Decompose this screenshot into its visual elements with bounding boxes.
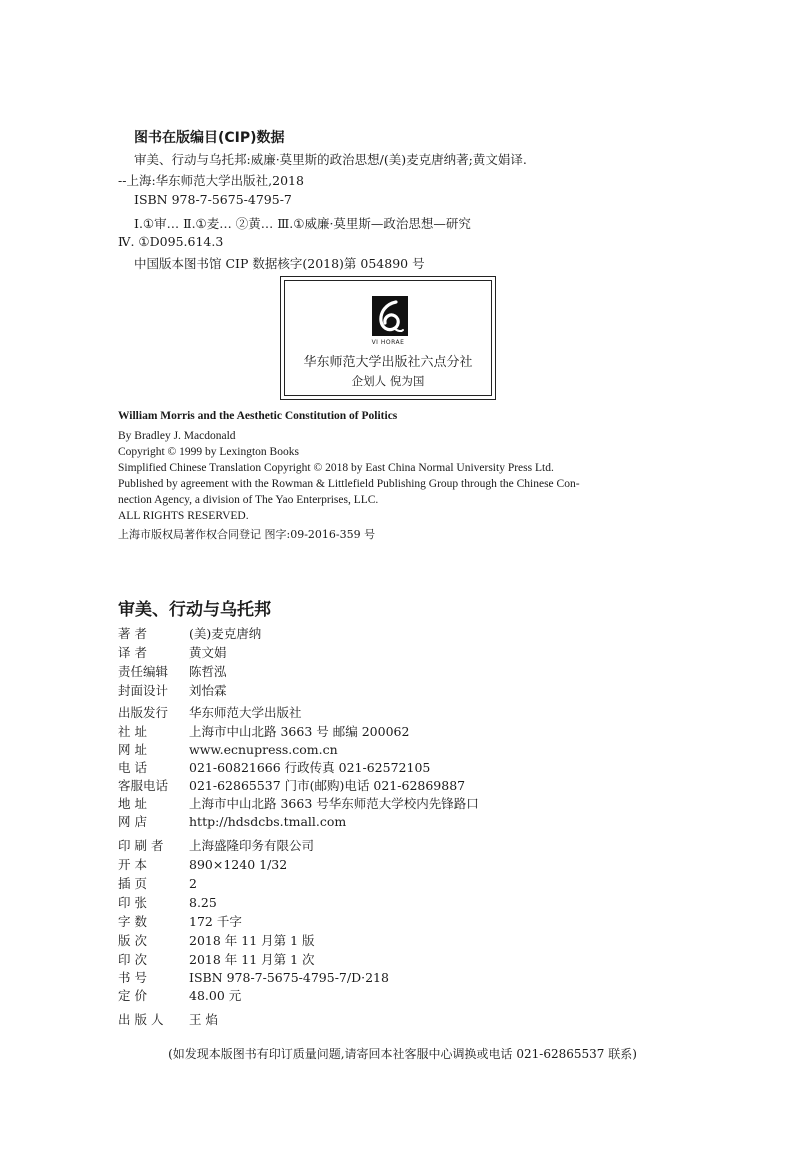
row-label: 版 次 bbox=[118, 933, 147, 948]
copyright-line: ALL RIGHTS RESERVED. bbox=[118, 510, 249, 522]
row-label: 著 者 bbox=[118, 626, 147, 641]
publisher-person-row bbox=[118, 1010, 218, 1028]
row-value: 王 焰 bbox=[189, 1012, 218, 1027]
logo-text: VI HORAE bbox=[371, 339, 405, 346]
row-value: 上海盛隆印务有限公司 bbox=[189, 838, 315, 853]
copyright-line: Copyright © 1999 by Lexington Books bbox=[118, 446, 299, 458]
row-value: 2018 年 11 月第 1 次 bbox=[189, 952, 315, 967]
publisher-row bbox=[118, 703, 302, 721]
cip-line: ISBN 978-7-5675-4795-7 bbox=[134, 192, 292, 207]
cip-line: --上海:华东师范大学出版社,2018 bbox=[118, 173, 304, 188]
row-label: 插 页 bbox=[118, 876, 147, 891]
row-value: 021-62865537 门市(邮购)电话 021-62869887 bbox=[189, 778, 466, 793]
row-label: 地 址 bbox=[118, 796, 147, 811]
row-label: 网 店 bbox=[118, 814, 147, 829]
quality-notice: (如发现本版图书有印订质量问题,请寄回本社客服中心调换或电话 021-62865537 联系) bbox=[168, 1047, 637, 1061]
cip-line: 审美、行动与乌托邦:威廉·莫里斯的政治思想/(美)麦克唐纳著;黄文娟译. bbox=[134, 152, 527, 167]
row-label: 定 价 bbox=[118, 988, 147, 1003]
imprint-logo-inner-frame bbox=[284, 280, 492, 396]
cip-line: 中国版本图书馆 CIP 数据核字(2018)第 054890 号 bbox=[134, 256, 425, 271]
copyright-registration: 上海市版权局著作权合同登记 图字:09-2016-359 号 bbox=[118, 528, 376, 541]
printing-row bbox=[118, 931, 315, 949]
row-label: 印 次 bbox=[118, 952, 147, 967]
imprint-name: 华东师范大学出版社六点分社 bbox=[303, 355, 473, 370]
credit-row bbox=[118, 643, 227, 661]
original-title: William Morris and the Aesthetic Constitution of Politics bbox=[118, 410, 398, 422]
printing-row bbox=[118, 855, 287, 873]
printing-row bbox=[118, 950, 315, 968]
row-label: 开 本 bbox=[118, 857, 147, 872]
row-label: 译 者 bbox=[118, 645, 147, 660]
copyright-line: By Bradley J. Macdonald bbox=[118, 430, 236, 442]
row-value: http://hdsdcbs.tmall.com bbox=[189, 814, 347, 829]
copyright-line: Published by agreement with the Rowman & Littlefield Publishing Group through the Chinese Con- bbox=[118, 478, 580, 490]
row-label: 客服电话 bbox=[118, 778, 169, 793]
row-value: 021-60821666 行政传真 021-62572105 bbox=[189, 760, 431, 775]
row-value: 2018 年 11 月第 1 版 bbox=[189, 933, 315, 948]
printing-row bbox=[118, 912, 242, 930]
row-value: 上海市中山北路 3663 号 邮编 200062 bbox=[189, 724, 410, 739]
row-label: 社 址 bbox=[118, 724, 147, 739]
row-value: www.ecnupress.com.cn bbox=[189, 742, 338, 757]
row-value: 华东师范大学出版社 bbox=[189, 705, 302, 720]
row-value: 陈哲泓 bbox=[189, 664, 227, 679]
imprint-planner: 企划人 倪为国 bbox=[351, 374, 425, 388]
publisher-row bbox=[118, 740, 338, 758]
printing-row bbox=[118, 893, 217, 911]
credit-row bbox=[118, 681, 227, 699]
row-value: ISBN 978-7-5675-4795-7/D·218 bbox=[189, 970, 389, 985]
copyright-line: nection Agency, a division of The Yao Enterprises, LLC. bbox=[118, 494, 379, 506]
row-value: 黄文娟 bbox=[189, 645, 227, 660]
publisher-row bbox=[118, 812, 346, 830]
copyright-line: Simplified Chinese Translation Copyright © 2018 by East China Normal University Press Ltd. bbox=[118, 462, 554, 474]
row-label: 书 号 bbox=[118, 970, 147, 985]
row-value: 2 bbox=[189, 876, 197, 891]
row-label: 出 版 人 bbox=[118, 1012, 164, 1027]
publisher-row bbox=[118, 722, 409, 740]
row-value: (美)麦克唐纳 bbox=[189, 626, 262, 641]
publisher-row bbox=[118, 758, 430, 776]
credit-row bbox=[118, 624, 261, 642]
row-label: 印 张 bbox=[118, 895, 147, 910]
credit-row bbox=[118, 662, 227, 680]
printing-row bbox=[118, 968, 389, 986]
printing-row bbox=[118, 836, 314, 854]
printing-row bbox=[118, 986, 241, 1004]
row-label: 责任编辑 bbox=[118, 664, 169, 679]
row-label: 印 刷 者 bbox=[118, 838, 164, 853]
book-title: 审美、行动与乌托邦 bbox=[118, 600, 271, 620]
row-label: 出版发行 bbox=[118, 705, 169, 720]
six-points-logo-icon bbox=[372, 296, 408, 336]
row-label: 网 址 bbox=[118, 742, 147, 757]
cip-line: Ⅰ.①审… Ⅱ.①麦… ②黄… Ⅲ.①威廉·莫里斯—政治思想—研究 bbox=[134, 216, 471, 231]
row-label: 封面设计 bbox=[118, 683, 169, 698]
publisher-row bbox=[118, 794, 479, 812]
row-value: 上海市中山北路 3663 号华东师范大学校内先锋路口 bbox=[189, 796, 479, 811]
cip-title: 图书在版编目(CIP)数据 bbox=[134, 130, 285, 146]
row-label: 字 数 bbox=[118, 914, 147, 929]
imprint-logo-box bbox=[280, 276, 496, 400]
row-value: 890×1240 1/32 bbox=[189, 857, 288, 872]
row-value: 172 千字 bbox=[189, 914, 242, 929]
row-value: 刘怡霖 bbox=[189, 683, 227, 698]
cip-line: Ⅳ. ①D095.614.3 bbox=[118, 234, 224, 249]
row-value: 8.25 bbox=[189, 895, 217, 910]
publisher-row bbox=[118, 776, 465, 794]
row-value: 48.00 元 bbox=[189, 988, 242, 1003]
row-label: 电 话 bbox=[118, 760, 147, 775]
printing-row bbox=[118, 874, 197, 892]
